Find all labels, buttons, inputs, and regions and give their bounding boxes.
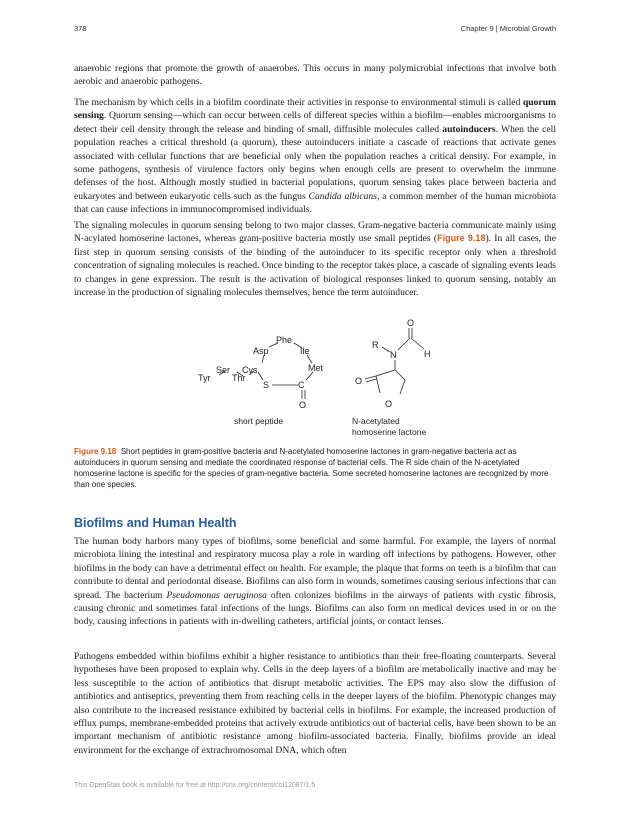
page-footer: This OpenStax book is available for free at http://cnx.org/content/col12087/1.5 (74, 782, 316, 789)
figure-reference-link[interactable]: Figure 9.18 (437, 233, 486, 244)
atom-h: H (424, 349, 431, 359)
residue-tyr: Tyr (198, 373, 211, 383)
label-lactone-line1: N-acetylated (352, 416, 400, 426)
residue-ile: Ile (300, 346, 310, 356)
atom-c: C (298, 380, 305, 390)
atom-o-peptide: O (299, 400, 307, 410)
paragraph-intro: anaerobic regions that promote the growth of anaerobes. This occurs in many polymicrobial infections that involve both aerobic and anaerobic pathogens. (74, 63, 556, 88)
atom-s: S (263, 380, 270, 390)
caption-label: Figure 9.18 (74, 447, 117, 456)
residue-thr: Thr (232, 373, 246, 383)
chapter-title: Chapter 9 | Microbial Growth (460, 24, 556, 33)
paragraph-antibiotic-resistance: Pathogens embedded within biofilms exhibit a higher resistance to antibiotics than their free-floating counterparts. Several hypotheses have been proposed to explain why. Cells in the deep layers of a biofilm are metabolically inactive and may be less susceptible to the action of antibiotics that disrupt metabolic activities. The EPS may also slow the diffusion of antibiotics and antiseptics, preventing them from reaching cells in the deeper layers of the biofilm. Phenotypic changes may also contribute to the increased resistance exhibited by bacterial cells in biofilms. For example, the increased production of efflux pumps, membrane-embedded proteins that actively extrude antibiotics out of bacterial cells, have been shown to be an important mechanism of antibiotic resistance among biofilm-associated bacteria. Finally, biofilms provide an ideal environment for the exchange of extrachromosomal DNA, which often (74, 651, 556, 756)
species-pseudomonas: Pseudomonas aeruginosa (166, 589, 267, 601)
atom-r: R (372, 340, 379, 350)
term-quorum-sensing: quorum sensing (74, 97, 556, 122)
residue-cys: Cys (242, 365, 258, 375)
lactone-bonds (365, 328, 424, 394)
term-autoinducers: autoinducers (442, 123, 496, 135)
atom-o-carbonyl: O (407, 318, 415, 328)
residue-met: Met (308, 363, 324, 373)
residue-ser: Ser (216, 365, 231, 375)
caption-text: Short peptides in gram-positive bacteria and N-acetylated homoserine lactones in gram-negative bacteria act as autoinducers in quorum sensing and mediate the coordinated response of bacterial cells. The R side chain of the N-acetylated homoserine lactone is specific for the species of gram-negative bacteria. Some secreted homoserine lactones are recognized by more than one species. (74, 447, 549, 489)
paragraph-quorum-sensing: The mechanism by which cells in a biofilm coordinate their activities in response to environmental stimuli is called quorum sensing. Quorum sensing—which can occur between cells of different species within a biofilm—enables microorganisms to detect their cell density through the release and binding of small, diffusible molecules called autoinducers. When the cell population reaches a critical threshold (a quorum), these autoinducers initiate a cascade of reactions that activate genes associated with cellular functions that are beneficial only when the population reaches a critical density. For example, in some pathogens, synthesis of virulence factors only begins when enough cells are present to overwhelm the immune defenses of the host. Although mostly studied in bacterial populations, quorum sensing takes place between bacteria and eukaryotes and between eukaryotic cells such as the fungus Candida albicans, a common member of the human microbiota that can cause infections in immunocompromised individuals. (74, 97, 556, 216)
atom-n: N (390, 350, 397, 360)
paragraph-signaling-molecules: The signaling molecules in quorum sensing belong to two major classes. Gram-negative bacteria communicate mainly using N-acylated homoserine lactones, whereas gram-positive bacteria mostly use small peptides (Figure 9.18). In all cases, the first step in quorum sensing consists of the binding of the autoinducer to its specific receptor only when a threshold concentration of signaling molecules is reached. Once binding to the receptor takes place, a cascade of signaling events leads to changes in gene expression. The result is the activation of biological responses linked to quorum sensing, notably an increase in the production of signaling molecules themselves, hence the term autoinducer. (74, 220, 556, 299)
atom-o-lactone-carbonyl: O (355, 376, 363, 386)
figure-caption (74, 446, 556, 490)
figure-9-18-structures (190, 316, 450, 440)
label-short-peptide: short peptide (234, 416, 284, 426)
section-heading: Biofilms and Human Health (74, 516, 237, 530)
label-lactone-line2: homoserine lactone (352, 427, 427, 437)
page-number: 378 (74, 24, 87, 33)
paragraph-human-biofilms: The human body harbors many types of biofilms, some beneficial and some harmful. For example, the layers of normal microbiota lining the intestinal and respiratory mucosa play a role in warding off infections by pathogens. However, other biofilms in the body can have a detrimental effect on health. For example, the plaque that forms on teeth is a biofilm that can contribute to dental and periodontal disease. Biofilms can also form in wounds, sometimes causing serious infections that can spread. The bacterium Pseudomonas aeruginosa often colonizes biofilms in the airways of patients with cystic fibrosis, causing chronic and sometimes fatal infections of the lungs. Biofilms can also form on medical devices used in or on the body, causing infections in patients with in-dwelling catheters, artificial joints, or contact lenses. (74, 536, 556, 628)
atom-o-ring: O (385, 399, 393, 409)
residue-asp: Asp (253, 346, 269, 356)
residue-phe: Phe (276, 335, 293, 345)
species-candida: Candida albicans (308, 190, 377, 202)
